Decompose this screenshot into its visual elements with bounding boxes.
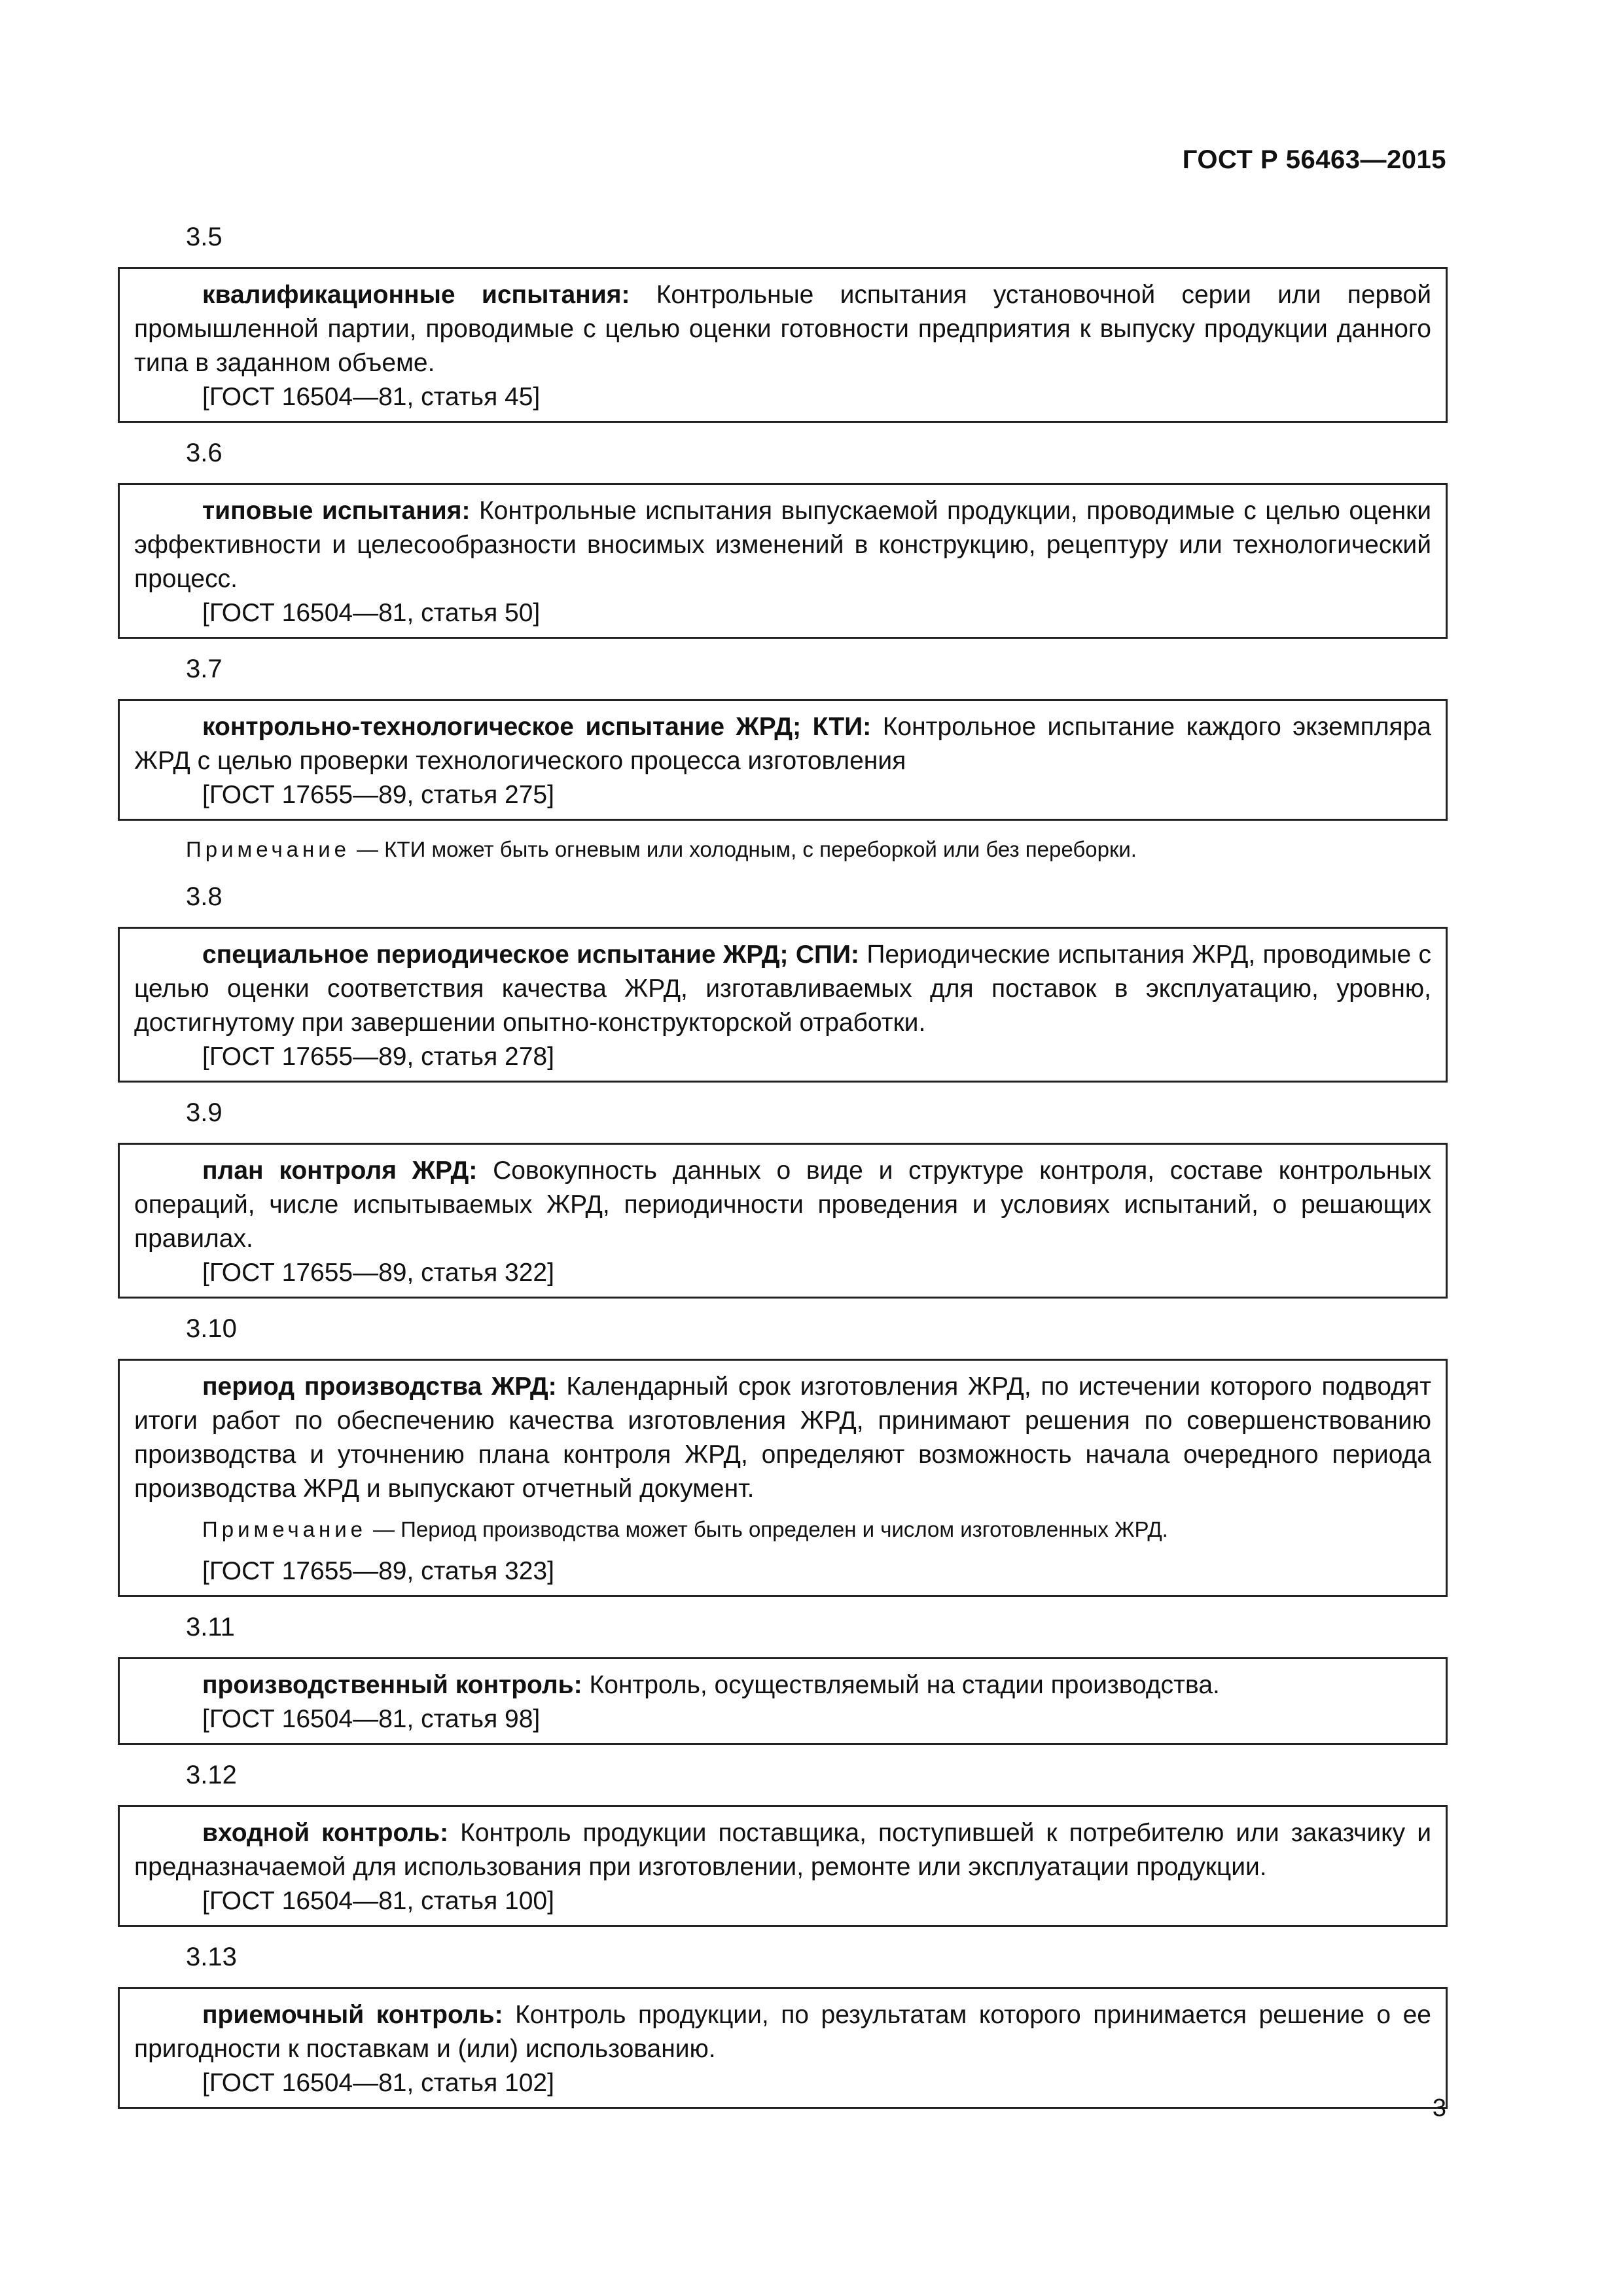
term-box <box>118 1143 1448 1299</box>
term-text: Контрольное испытание каждого экземпляра ЖРД с целью проверки технологического процесса изготовления <box>134 713 1431 775</box>
term-box <box>118 927 1448 1083</box>
term-number: 3.5 <box>186 223 223 251</box>
term-definition <box>134 494 1431 596</box>
term-box <box>118 1987 1448 2109</box>
term-text: Контроль, осуществляемый на стадии производства. <box>582 1671 1220 1699</box>
term-definition <box>134 710 1431 778</box>
term-name: приемочный контроль: <box>202 2001 503 2029</box>
term-source: [ГОСТ 16504—81, статья 102] <box>202 2069 554 2097</box>
page-number: 3 <box>1432 2094 1446 2122</box>
term-box <box>118 699 1448 821</box>
term-box <box>118 483 1448 639</box>
term-number: 3.12 <box>186 1761 237 1789</box>
term-name: план контроля ЖРД: <box>202 1157 478 1185</box>
term-source: [ГОСТ 16504—81, статья 50] <box>202 599 541 627</box>
term-number: 3.9 <box>186 1098 223 1127</box>
note-label: Примечание <box>202 1517 367 1541</box>
term-source: [ГОСТ 16504—81, статья 45] <box>202 383 541 411</box>
term-box <box>118 1359 1448 1597</box>
term-text: Контроль продукции поставщика, поступившей к потребителю или заказчику и предназначаемой для использования при изготовлении, ремонте или эксплуатации продукции. <box>134 1819 1432 1881</box>
term-source: [ГОСТ 17655—89, статья 322] <box>202 1259 554 1287</box>
term-definition <box>134 938 1431 1040</box>
term-number: 3.7 <box>186 655 223 683</box>
document-header: ГОСТ Р 56463—2015 <box>1182 145 1446 174</box>
term-box <box>118 267 1448 423</box>
term-definition <box>134 1668 1431 1702</box>
term-definition <box>134 1154 1431 1256</box>
term-source: [ГОСТ 17655—89, статья 278] <box>202 1043 554 1071</box>
term-name: входной контроль: <box>202 1819 449 1847</box>
term-text: Периодические испытания ЖРД, проводимые с целью оценки соответствия качества ЖРД, изготавливаемых для поставок в эксплуатацию, уровню, достигнутому при завершении опытно-конструкторской отработки. <box>134 941 1431 1037</box>
note-text: — КТИ может быть огневым или холодным, с переборкой или без переборки. <box>357 837 1137 861</box>
term-text: Контрольные испытания установочной серии или первой промышленной партии, проводимые с целью оценки готовности предприятия к выпуску продукции данного типа в заданном объеме. <box>134 281 1431 377</box>
term-name: квалификационные испытания: <box>202 281 630 309</box>
term-definition <box>134 278 1431 380</box>
term-text: Контрольные испытания выпускаемой продукции, проводимые с целью оценки эффективности и целесообразности вносимых изменений в конструкцию, рецептуру или технологический процесс. <box>134 497 1431 593</box>
term-text: Календарный срок изготовления ЖРД, по истечении которого подводят итоги работ по обеспечению качества изготовления ЖРД, принимают решения по совершенствованию производства и уточнению плана контроля ЖРД, определяют возможность начала очередного периода производства ЖРД и выпускают отчетный документ. <box>134 1372 1432 1503</box>
term-box <box>118 1657 1448 1745</box>
term-definition <box>134 1370 1431 1506</box>
term-source: [ГОСТ 16504—81, статья 98] <box>202 1705 541 1733</box>
term-definition <box>134 1816 1431 1884</box>
term-name: период производства ЖРД: <box>202 1372 557 1401</box>
term-name: типовые испытания: <box>202 497 471 525</box>
term-name: производственный контроль: <box>202 1671 582 1699</box>
term-number: 3.8 <box>186 882 223 911</box>
term-number: 3.13 <box>186 1943 237 1971</box>
term-number: 3.10 <box>186 1314 237 1343</box>
term-name: специальное периодическое испытание ЖРД; СПИ: <box>202 941 860 969</box>
term-note <box>118 835 1448 864</box>
note-label: Примечание <box>186 837 351 861</box>
term-inner-note <box>134 1515 1431 1544</box>
term-source: [ГОСТ 17655—89, статья 275] <box>202 781 554 809</box>
term-number: 3.11 <box>186 1613 235 1641</box>
term-source: [ГОСТ 16504—81, статья 100] <box>202 1887 554 1915</box>
term-source: [ГОСТ 17655—89, статья 323] <box>202 1557 554 1585</box>
term-number: 3.6 <box>186 439 223 467</box>
term-definition <box>134 1998 1431 2066</box>
term-text: Совокупность данных о виде и структуре контроля, составе контрольных операций, числе испытываемых ЖРД, периодичности проведения и условиях испытаний, о решающих правилах. <box>134 1157 1431 1253</box>
terms-list <box>118 221 1448 2123</box>
term-text: Контроль продукции, по результатам которого принимается решение о ее пригодности к поставкам и (или) использованию. <box>134 2001 1431 2063</box>
note-text: — Период производства может быть определен и числом изготовленных ЖРД. <box>373 1517 1168 1541</box>
term-name: контрольно-технологическое испытание ЖРД; КТИ: <box>202 713 872 741</box>
term-box <box>118 1805 1448 1927</box>
